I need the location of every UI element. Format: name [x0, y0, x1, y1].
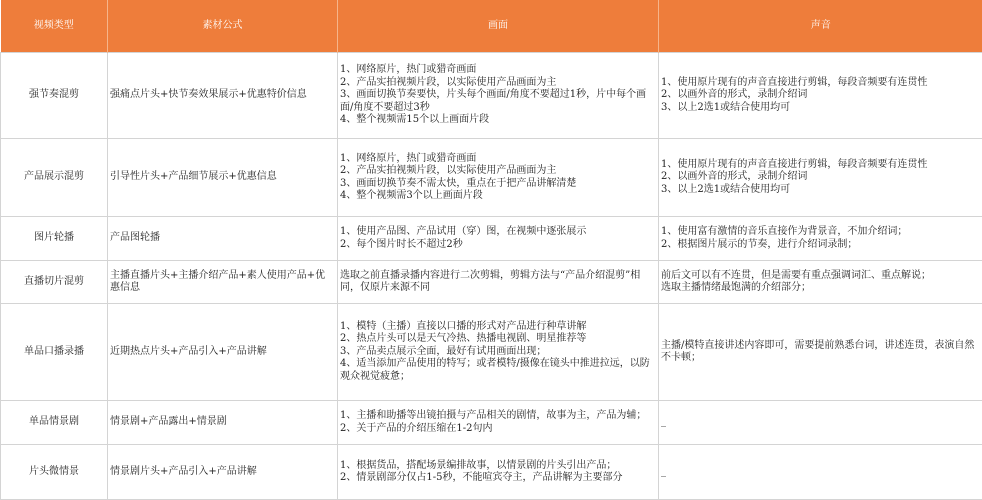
table-row [1, 304, 982, 401]
table-row [1, 445, 982, 500]
cell-sound: 前后文可以有不连贯，但是需要有重点强调词汇、重点解说； 选取主播情绪最饱满的介绍部分； [659, 261, 982, 304]
cell-video-type: 产品展示混剪 [1, 139, 108, 217]
cell-sound: _ [659, 401, 982, 445]
cell-visual: 1、网络原片，热门或猎奇画面 2、产品实拍视频片段，以实际使用产品画面为主 3、画面切换节奏不需太快，重点在于把产品讲解清楚 4、整个视频需3个以上画面片段 [338, 139, 659, 217]
cell-formula: 情景剧片头+产品引入+产品讲解 [108, 445, 338, 500]
table-row [1, 217, 982, 261]
cell-sound: 主播/模特直接讲述内容即可，需要提前熟悉台词，讲述连贯，表演自然不卡顿； [659, 304, 982, 401]
cell-sound: 1、使用富有激情的音乐直接作为背景音，不加介绍词； 2、根据图片展示的节奏，进行介绍词录制； [659, 217, 982, 261]
cell-visual: 1、使用产品图、产品试用（穿）图，在视频中逐张展示 2、每个图片时长不超过2秒 [338, 217, 659, 261]
table-row [1, 53, 982, 139]
cell-visual: 1、主播和助播等出镜拍摄与产品相关的剧情，故事为主，产品为辅； 2、关于产品的介绍压缩在1-2句内 [338, 401, 659, 445]
table-row [1, 261, 982, 304]
cell-formula: 强痛点片头+快节奏效果展示+优惠特价信息 [108, 53, 338, 139]
header-video-type: 视频类型 [1, 0, 108, 53]
cell-video-type: 图片轮播 [1, 217, 108, 261]
table-body [1, 53, 982, 500]
table-header [1, 0, 982, 53]
cell-video-type: 强节奏混剪 [1, 53, 108, 139]
cell-visual: 1、根据货品，搭配场景编排故事，以情景剧的片头引出产品； 2、情景剧部分仅占1-5秒，不能喧宾夺主，产品讲解为主要部分 [338, 445, 659, 500]
table-row [1, 401, 982, 445]
header-formula: 素材公式 [108, 0, 338, 53]
cell-sound: 1、使用原片现有的声音直接进行剪辑，每段音频要有连贯性 2、以画外音的形式，录制介绍词 3、以上2选1或结合使用均可 [659, 139, 982, 217]
cell-formula: 主播直播片头+主播介绍产品+素人使用产品+优惠信息 [108, 261, 338, 304]
cell-formula: 近期热点片头+产品引入+产品讲解 [108, 304, 338, 401]
header-visual: 画面 [338, 0, 659, 53]
cell-visual: 1、模特（主播）直接以口播的形式对产品进行种草讲解 2、热点片头可以是天气冷热、热播电视剧、明星推荐等 3、产品卖点展示全面，最好有试用画面出现； 4、适当添加产品使用的特写；或者模特/摄像在镜头中推进拉远，以防观众视觉疲惫； [338, 304, 659, 401]
header-sound: 声音 [659, 0, 982, 53]
cell-formula: 情景剧+产品露出+情景剧 [108, 401, 338, 445]
cell-visual: 选取之前直播录播内容进行二次剪辑，剪辑方法与“产品介绍混剪”相同，仅原片来源不同 [338, 261, 659, 304]
cell-formula: 产品图轮播 [108, 217, 338, 261]
cell-formula: 引导性片头+产品细节展示+优惠信息 [108, 139, 338, 217]
cell-sound: 1、使用原片现有的声音直接进行剪辑，每段音频要有连贯性 2、以画外音的形式，录制介绍词 3、以上2选1或结合使用均可 [659, 53, 982, 139]
table-row [1, 139, 982, 217]
cell-video-type: 片头微情景 [1, 445, 108, 500]
cell-video-type: 单品口播录播 [1, 304, 108, 401]
header-row [1, 0, 982, 53]
cell-visual: 1、网络原片，热门或猎奇画面 2、产品实拍视频片段，以实际使用产品画面为主 3、画面切换节奏要快，片头每个画面/角度不要超过1秒，片中每个画面/角度不要超过3秒 4、整个视频需15个以上画面片段 [338, 53, 659, 139]
cell-video-type: 直播切片混剪 [1, 261, 108, 304]
cell-video-type: 单品情景剧 [1, 401, 108, 445]
cell-sound: _ [659, 445, 982, 500]
